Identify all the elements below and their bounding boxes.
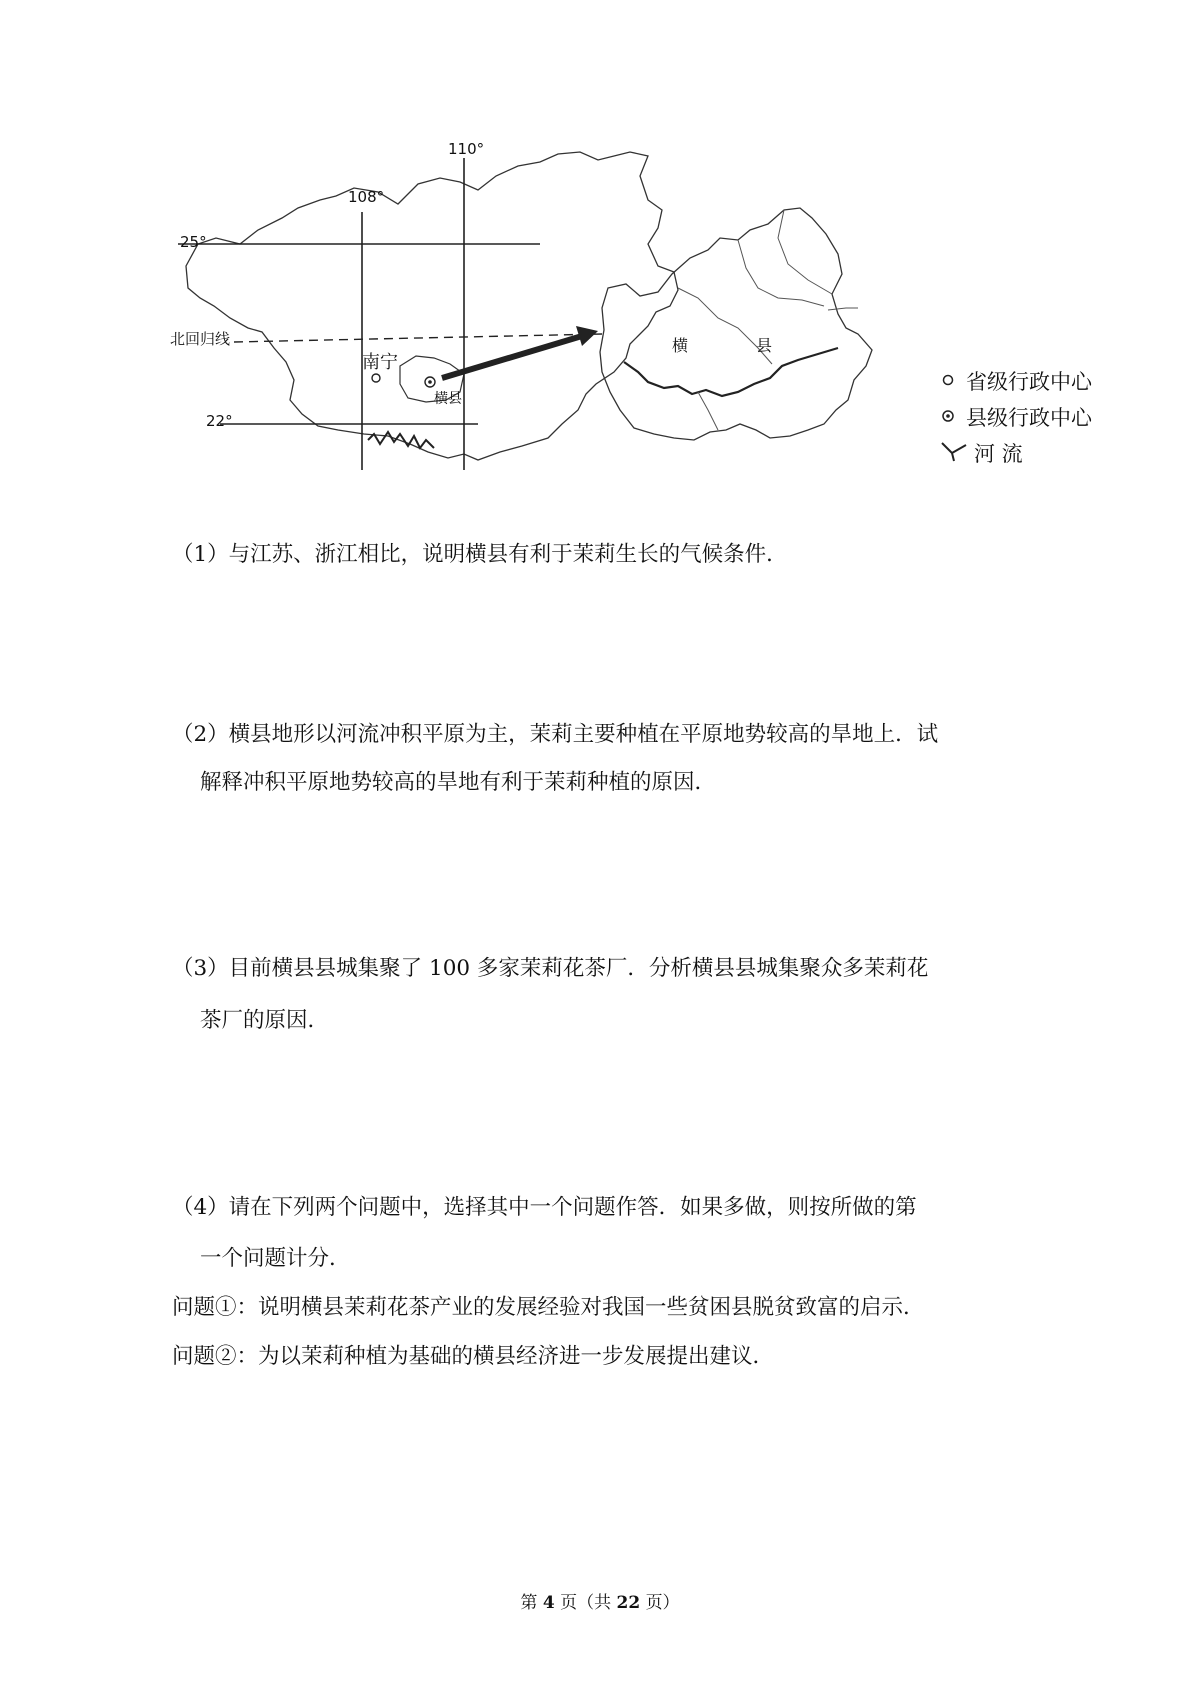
inset-river-4: [778, 210, 832, 294]
inset-river-1: [624, 348, 838, 396]
footer-page-number: 4: [542, 1593, 555, 1613]
question-4-problem-2: 问题②：为以茉莉种植为基础的横县经济进一步发展提出建议．: [172, 1344, 775, 1369]
legend-label-county: 县级行政中心: [966, 406, 1092, 430]
lat-25-label: 25°: [180, 233, 207, 251]
inset-river-3: [738, 240, 824, 306]
lon-110-label: 110°: [448, 140, 485, 158]
legend-label-river: 河 流: [974, 442, 1023, 466]
tropic-label: 北回归线: [170, 330, 231, 348]
dot-circle-icon: [940, 405, 962, 429]
footer-prefix: 第: [520, 1593, 538, 1613]
inset-river-6: [828, 308, 858, 310]
inset-title-1: 横: [672, 336, 689, 355]
map-legend: [940, 363, 1092, 471]
footer-total-pages: 22: [616, 1593, 641, 1613]
question-2-line-2: 解释冲积平原地势较高的旱地有利于茉莉种植的原因．: [200, 770, 717, 795]
legend-row-provincial: [940, 363, 1092, 399]
question-2-line-1: （2）横县地形以河流冲积平原为主，茉莉主要种植在平原地势较高的旱地上．试: [172, 722, 939, 747]
guangxi-outline: [186, 152, 678, 460]
coastline: [368, 432, 434, 448]
inset-river-5: [698, 392, 718, 430]
question-1: （1）与江苏、浙江相比，说明横县有利于茉莉生长的气候条件．: [172, 542, 788, 567]
footer-mid: 页（共: [560, 1593, 612, 1613]
question-3-line-2: 茶厂的原因．: [200, 1008, 330, 1033]
lat-22-label: 22°: [206, 412, 233, 430]
lon-108-label: 108°: [348, 188, 385, 206]
inset-title-2: 县: [756, 336, 773, 355]
tropic-line: [234, 334, 602, 342]
arrow-line: [442, 336, 582, 378]
nanning-label: 南宁: [362, 352, 398, 373]
question-3-line-1: （3）目前横县县城集聚了 100 多家茉莉花茶厂．分析横县县城集聚众多茉莉花: [172, 956, 929, 981]
question-4-line-2: 一个问题计分．: [200, 1246, 351, 1271]
hengxian-label: 横县: [434, 391, 462, 407]
legend-row-river: [940, 435, 1092, 471]
question-4-line-1: （4）请在下列两个问题中，选择其中一个问题作答．如果多做，则按所做的第: [172, 1195, 917, 1220]
map-figure: [170, 140, 1118, 508]
inset-outline: [600, 208, 872, 440]
arrow-head: [576, 326, 598, 346]
river-icon: [940, 439, 970, 468]
nanning-marker: [372, 374, 380, 382]
legend-row-county: [940, 399, 1092, 435]
footer-suffix: 页）: [645, 1593, 680, 1613]
legend-label-provincial: 省级行政中心: [966, 370, 1092, 394]
question-4-problem-1: 问题①：说明横县茉莉花茶产业的发展经验对我国一些贫困县脱贫致富的启示．: [172, 1295, 925, 1320]
circle-icon: [940, 369, 962, 393]
page-footer: [0, 1588, 1200, 1613]
